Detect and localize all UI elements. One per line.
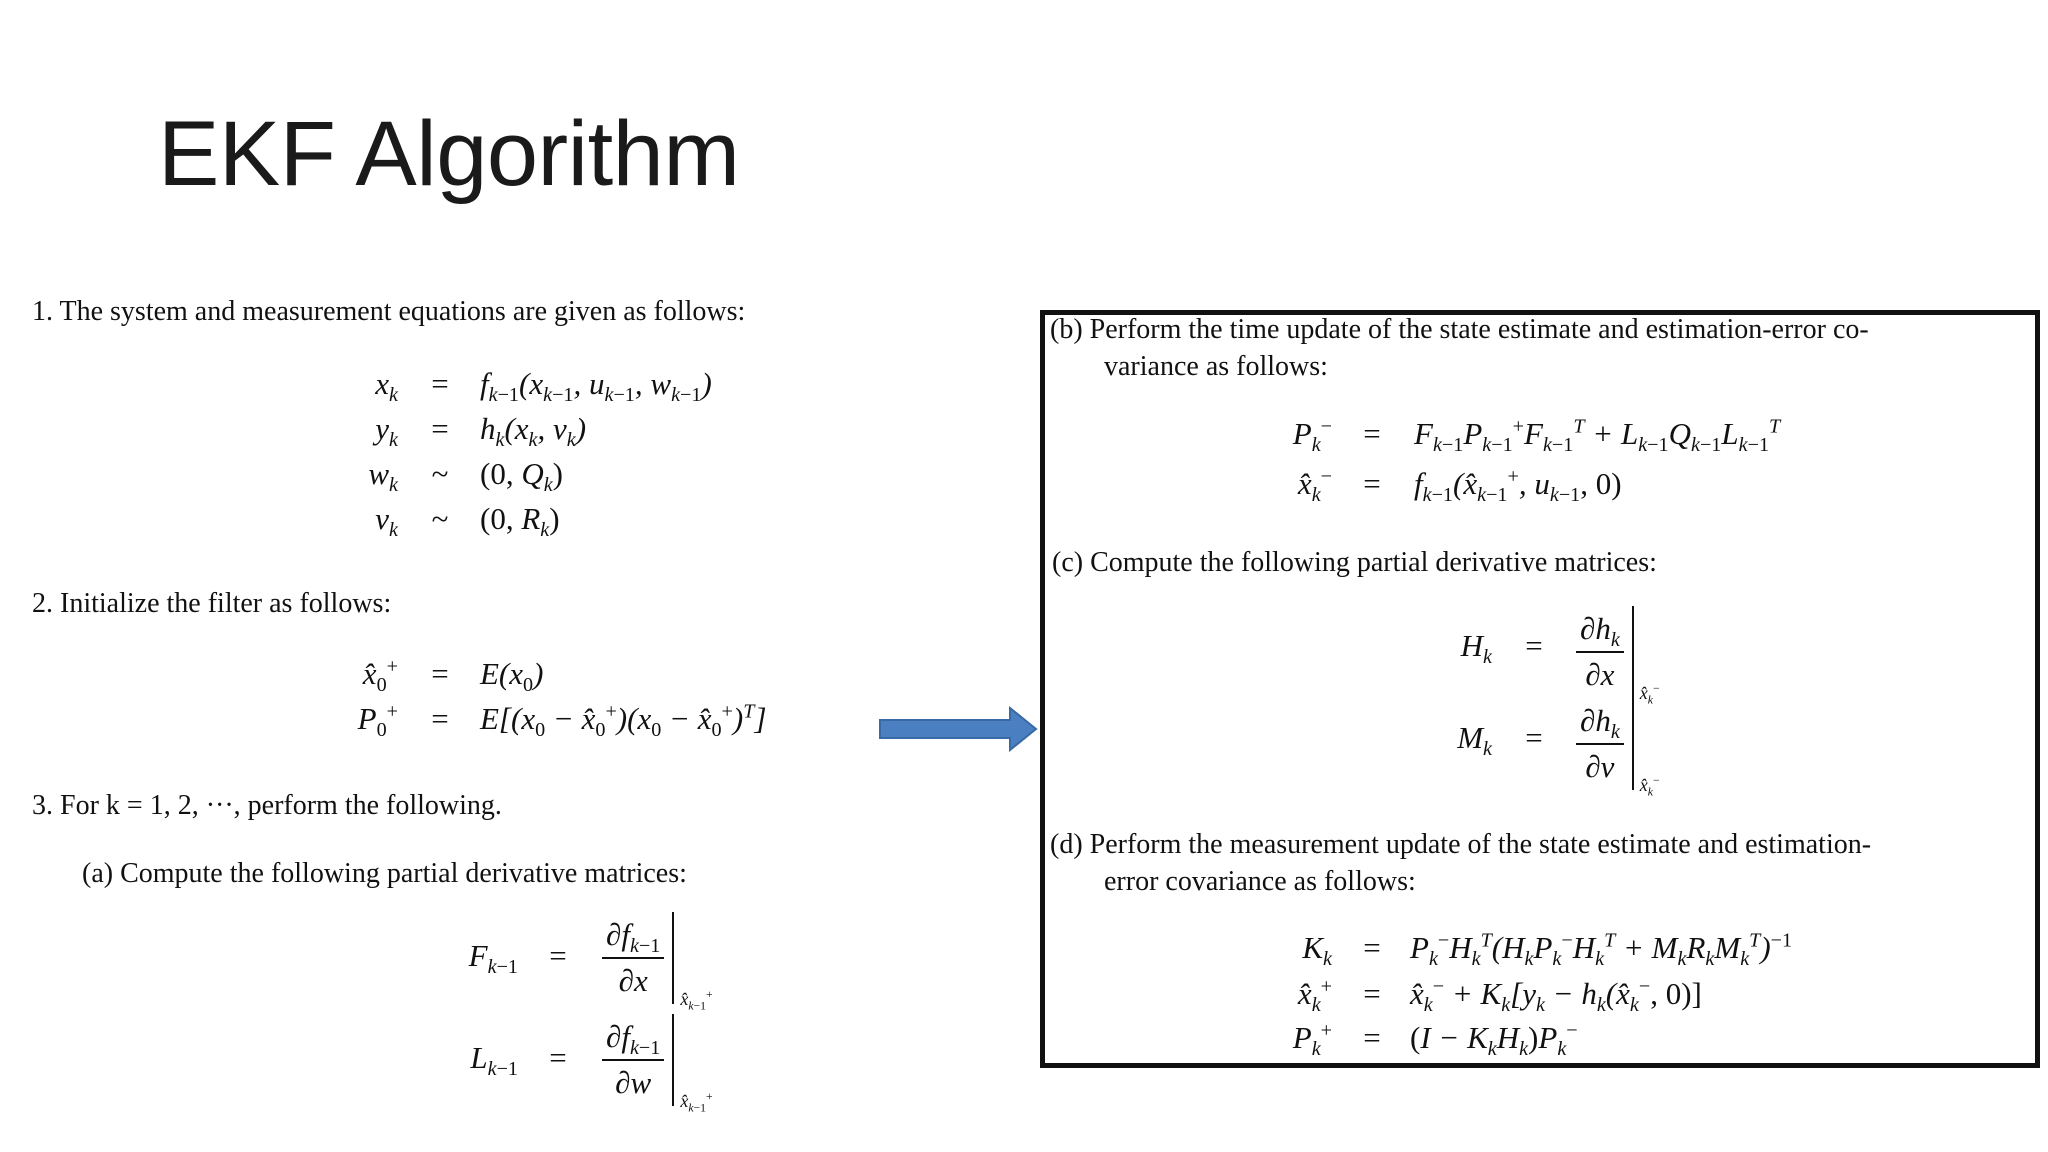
step-b-line-1: (b) Perform the time update of the state estimate and estimation-error co- xyxy=(1050,314,1869,345)
eq-xk-minus-rhs: $f_{k-1}(x̂_{k-1}^+$, $u_{k-1}$, 0) xyxy=(1414,465,1622,507)
eq-xk-plus-op: = xyxy=(1363,976,1381,1011)
eq-yk-rhs: $h_k(x_k$, $v_k$) xyxy=(480,411,587,452)
eq-mk-op: = xyxy=(1525,720,1543,755)
step-2-text: 2. Initialize the filter as follows: xyxy=(32,588,392,619)
eq-hk-op: = xyxy=(1525,628,1543,663)
eq-xk-lhs: $x_k$ xyxy=(375,366,398,407)
eq-kk-rhs: $P_k^-H_k^T(H_kP_k^-H_k^T + M_kR_kM_k^T)^{-1}$ xyxy=(1410,929,1793,971)
eq-fk-op: = xyxy=(549,938,567,973)
eq-hk-rhs: $\frac{\partial h_k}{\partial x}$ $x̂_k^-$ xyxy=(1576,606,1694,698)
slide-title: EKF Algorithm xyxy=(158,103,740,205)
eq-pk-plus-lhs: $P_k^+$ xyxy=(1292,1019,1332,1061)
step-1-text: 1. The system and measurement equations are given as follows: xyxy=(32,296,746,327)
eq-pk-plus-op: = xyxy=(1363,1020,1381,1055)
eq-x0-lhs: $x̂_0^+$ xyxy=(362,655,398,697)
step-d-line-1: (d) Perform the measurement update of the state estimate and estimation- xyxy=(1050,829,1872,860)
eq-xk-plus-rhs: $x̂_k^- + K_k[y_k$ − $h_k(x̂_k^-$, 0)] xyxy=(1410,975,1702,1017)
eq-p0-lhs: $P_0^+$ xyxy=(357,700,398,742)
step-d-line-2: error covariance as follows: xyxy=(1104,866,1416,897)
eq-xk-op: = xyxy=(431,366,449,401)
step-b-line-2: variance as follows: xyxy=(1104,351,1328,382)
eq-wk-rhs: (0, $Q_k$) xyxy=(480,456,563,497)
eq-fk-lhs: $F_{k-1}$ xyxy=(468,938,518,979)
eq-mk-rhs: $\frac{\partial h_k}{\partial v}$ $x̂_k^-$ xyxy=(1576,698,1694,790)
eq-fk-rhs: $\frac{\partial f_{k-1}}{\partial x}$ $x̂_{k-1}^+$ xyxy=(602,912,734,1004)
right-arrow-shape xyxy=(880,708,1036,750)
eq-lk-op: = xyxy=(549,1040,567,1075)
step-3-text: 3. For k = 1, 2, ···, perform the following. xyxy=(32,790,502,821)
eq-yk-op: = xyxy=(431,411,449,446)
eq-vk-rhs: (0, $R_k$) xyxy=(480,501,560,542)
eq-lk-lhs: $L_{k-1}$ xyxy=(470,1040,518,1081)
eq-yk-lhs: $y_k$ xyxy=(375,411,398,452)
eq-hk-lhs: $H_k$ xyxy=(1460,628,1492,669)
eq-mk-lhs: $M_k$ xyxy=(1457,720,1492,761)
eq-xk-minus-lhs: $x̂_k^-$ xyxy=(1297,465,1332,507)
step-3a-text: (a) Compute the following partial derivative matrices: xyxy=(82,858,687,889)
step-c-text: (c) Compute the following partial derivative matrices: xyxy=(1052,547,1657,578)
eq-kk-lhs: $K_k$ xyxy=(1302,930,1332,971)
eq-vk-lhs: $v_k$ xyxy=(375,501,398,542)
eq-xk-minus-op: = xyxy=(1363,466,1381,501)
eq-pk-minus-op: = xyxy=(1363,416,1381,451)
eq-p0-rhs: $E[(x_0$ − $x̂_0^+)(x_0$ − $x̂_0^+)^T$] xyxy=(480,700,767,742)
eq-p0-op: = xyxy=(431,701,449,736)
eq-wk-lhs: $w_k$ xyxy=(368,456,398,497)
eq-xk-rhs: $f_{k-1}(x_{k-1}$, $u_{k-1}$, $w_{k-1}$) xyxy=(480,366,712,407)
eq-pk-plus-rhs: $(I - K_kH_k)P_k^-$ xyxy=(1410,1019,1578,1061)
eq-x0-op: = xyxy=(431,656,449,691)
eq-wk-op: ~ xyxy=(431,456,449,491)
eq-vk-op: ~ xyxy=(431,501,449,536)
eq-lk-rhs: $\frac{\partial f_{k-1}}{\partial w}$ $x̂_{k-1}^+$ xyxy=(602,1014,734,1106)
eq-xk-plus-lhs: $x̂_k^+$ xyxy=(1297,975,1332,1017)
eq-pk-minus-rhs: $F_{k-1}P_{k-1}^+F_{k-1}^T + L_{k-1}Q_{k-1}L_{k-1}^T$ xyxy=(1414,415,1781,457)
right-arrow-icon xyxy=(878,706,1038,752)
eq-kk-op: = xyxy=(1363,930,1381,965)
eq-pk-minus-lhs: $P_k^-$ xyxy=(1292,415,1332,457)
eq-x0-rhs: $E(x_0)$ xyxy=(480,656,544,697)
